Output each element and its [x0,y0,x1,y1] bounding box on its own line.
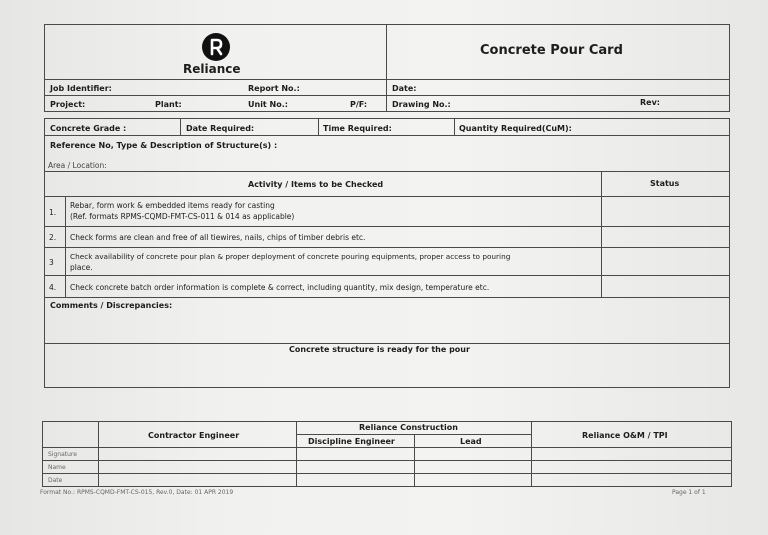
quantity-required-label: Quantity Required(CuM): [459,124,572,133]
date-label: Date: [392,84,417,93]
activity-header: Activity / Items to be Checked [248,180,384,189]
name-row-label: Name [48,464,66,471]
reliance-construction-line [296,434,531,435]
lead-header: Lead [460,437,482,446]
contractor-engineer-header: Contractor Engineer [148,431,240,440]
reference-label: Reference No, Type & Description of Structure(s) : [50,141,278,150]
rev-label: Rev: [640,98,660,107]
time-required-label: Time Required: [323,124,392,133]
discipline-engineer-header: Discipline Engineer [308,437,395,446]
activity-row-2-num: 2. [49,233,57,242]
signoff-col-label-divider [98,421,99,487]
row-line-3 [44,275,730,276]
info-row-2 [44,96,730,112]
page-number: Page 1 of 1 [672,489,706,496]
pf-label: P/F: [350,100,368,109]
signoff-col-lead-divider [531,421,532,487]
reliance-construction-header: Reliance Construction [359,423,458,432]
info-row-1 [44,80,730,96]
signoff-row-line-2 [42,473,732,474]
activity-row-2-line1: Check forms are clean and free of all tiewires, nails, chips of timber debris etc. [70,233,366,242]
unit-no-label: Unit No.: [248,100,288,109]
card-title: Concrete Pour Card [480,43,623,58]
format-number: Format No.: RPMS-CQMD-FMT-CS-015, Rev.0, Date: 01 APR 2019 [40,489,234,496]
activity-row-1-num: 1. [49,208,57,217]
area-location-label: Area / Location: [48,161,107,170]
activity-header-line [44,196,730,197]
drawing-no-label: Drawing No.: [392,100,451,109]
report-no-label: Report No.: [248,84,300,93]
signoff-col-contractor-divider [296,421,297,487]
signature-row-label: Signature [48,451,77,458]
row-line-2 [44,247,730,248]
activity-row-4-line1: Check concrete batch order information is complete & correct, including quantity, mix design, temperature etc. [70,283,490,292]
activity-row-3-num: 3 [49,258,54,267]
job-identifier-label: Job Identifier: [50,84,112,93]
status-column-divider [601,172,602,298]
date-required-label: Date Required: [186,124,255,133]
activity-row-1-line1: Rebar, form work & embedded items ready for casting [70,201,275,210]
grade-divider-1 [180,118,181,136]
reliance-om-tpi-header: Reliance O&M / TPI [582,431,668,440]
plant-label: Plant: [155,100,182,109]
company-name: Reliance [183,62,241,76]
signoff-row-line-1 [42,460,732,461]
grade-divider-2 [318,118,319,136]
signoff-header-line [42,447,732,448]
date-row-label: Date [48,477,63,484]
header-box [44,24,730,80]
activity-row-3-line2: place. [70,263,93,272]
concrete-grade-label: Concrete Grade : [50,124,127,133]
grade-divider-3 [454,118,455,136]
row-line-1 [44,226,730,227]
activity-row-3-line1: Check availability of concrete pour plan & proper deployment of concrete pouring equipments, proper access to pouring [70,252,511,261]
activity-row-4-num: 4. [49,283,57,292]
comments-label: Comments / Discrepancies: [50,301,173,310]
status-header: Status [650,179,680,188]
project-label: Project: [50,100,86,109]
reliance-logo-icon [202,33,230,61]
activity-row-1-line2: (Ref. formats RPMS-CQMD-FMT-CS-011 & 014 as applicable) [70,212,295,221]
ready-statement: Concrete structure is ready for the pour [289,345,470,354]
